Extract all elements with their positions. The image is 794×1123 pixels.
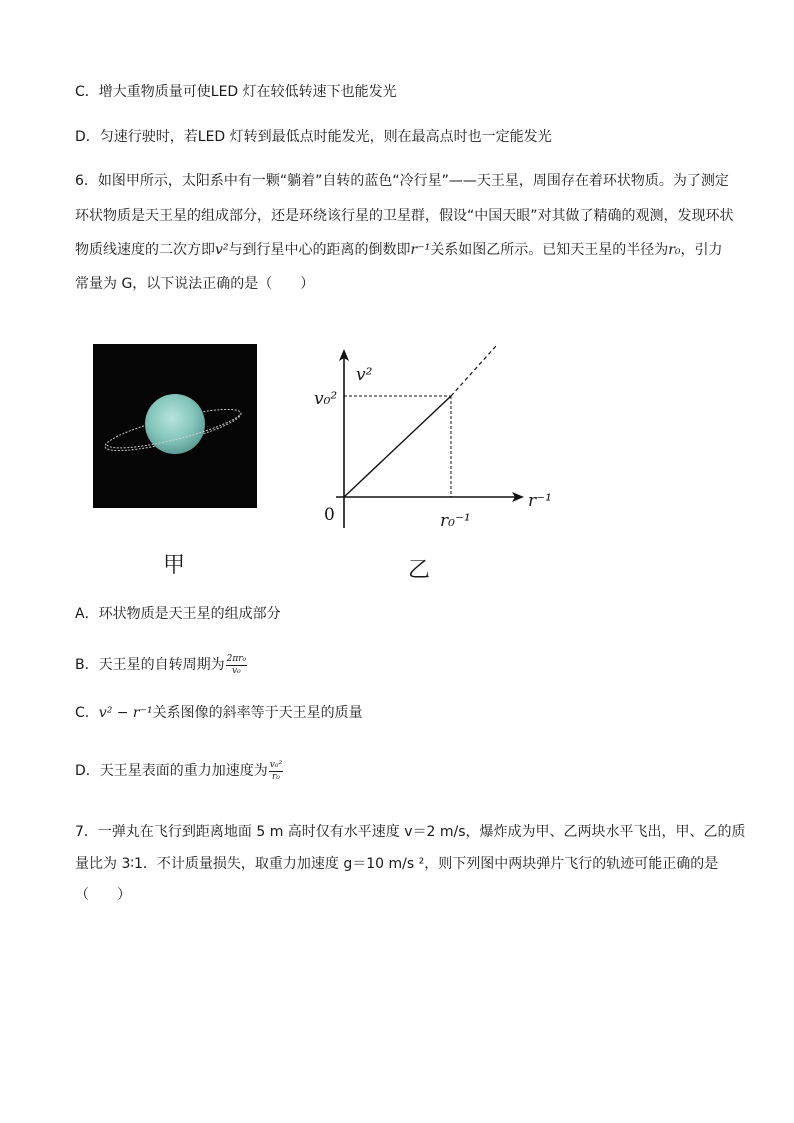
uranus-drawing — [93, 344, 257, 508]
q6-option-c-prefix: C． — [75, 705, 99, 721]
q6-option-b-denominator: v₀ — [232, 665, 241, 676]
q6-stem-line4: 常量为 G，以下说法正确的是（ ） — [75, 276, 315, 292]
q6-option-d — [75, 757, 283, 785]
q6-stem-line3-a: 物质线速度的二次方即 — [75, 242, 215, 258]
q7-answer-paren: （ ） — [75, 887, 131, 903]
q6-option-b-fraction — [226, 654, 248, 677]
q6-option-d-prefix: D．天王星表面的重力加速度为 — [75, 763, 268, 779]
q7-stem-line1: 7．一弹丸在飞行到距离地面 5 m 高时仅有水平速度 v＝2 m/s，爆炸成为甲、乙两块水平飞出，甲、乙的质 — [75, 824, 746, 840]
q6-option-b — [75, 651, 247, 679]
q6-stem-line3-d: ，引力 — [680, 242, 723, 258]
q6-v2-symbol: v² — [215, 242, 229, 258]
q6-option-a: A．环状物质是天王星的组成部分 — [75, 606, 281, 622]
q5-option-d: D．匀速行驶时，若LED 灯转到最低点时能发光，则在最高点时也一定能发光 — [75, 129, 552, 145]
q6-stem-line2: 环状物质是天王星的组成部分，还是环绕该行星的卫星群，假设“中国天眼”对其做了精确的观测，发现环状 — [75, 208, 734, 224]
q6-stem-line3 — [75, 240, 723, 260]
figure-caption-right: 乙 — [408, 558, 431, 583]
q6-option-d-denominator: r₀ — [271, 771, 280, 782]
graph-solid-line — [344, 396, 451, 497]
q6-stem-line3-c: 关系如图乙所示。已知天王星的半径为 — [430, 242, 669, 258]
graph-x-tick-label: r₀⁻¹ — [440, 511, 471, 531]
q6-stem-line1: 6．如图甲所示，太阳系中有一颗“躺着”自转的蓝色“冷行星”——天王星，周围存在着环状物质。为了测定 — [75, 173, 729, 189]
q6-option-d-fraction — [269, 760, 283, 783]
velocity-graph — [300, 340, 570, 540]
graph-y-tick-label: v₀² — [314, 389, 338, 409]
q7-stem-line2: 量比为 3∶1．不计质量损失，取重力加速度 g＝10 m/s ²，则下列图中两块弹片飞行的轨迹可能正确的是 — [75, 856, 719, 872]
graph-y-label: v² — [356, 365, 373, 385]
graph-origin-label: 0 — [324, 505, 335, 525]
q6-option-c-expression: v² − r⁻¹ — [98, 705, 153, 721]
q5-option-c: C．增大重物质量可使LED 灯在较低转速下也能发光 — [75, 84, 397, 100]
figure-caption-left: 甲 — [163, 553, 186, 578]
q6-option-c — [75, 703, 363, 723]
graph-dashed-extension — [451, 346, 496, 396]
q6-option-b-numerator: 2πr₀ — [226, 653, 247, 664]
q6-r0-symbol: r₀ — [668, 242, 681, 258]
graph-x-label: r⁻¹ — [528, 491, 552, 511]
q6-stem-line3-b: 与到行星中心的距离的倒数即 — [228, 242, 411, 258]
uranus-image — [93, 344, 257, 508]
q6-rinv-symbol: r⁻¹ — [410, 242, 431, 258]
q6-option-b-prefix: B．天王星的自转周期为 — [75, 657, 225, 673]
q6-option-d-numerator: v₀² — [269, 759, 283, 770]
q6-option-c-suffix: 关系图像的斜率等于天王星的质量 — [152, 705, 363, 721]
